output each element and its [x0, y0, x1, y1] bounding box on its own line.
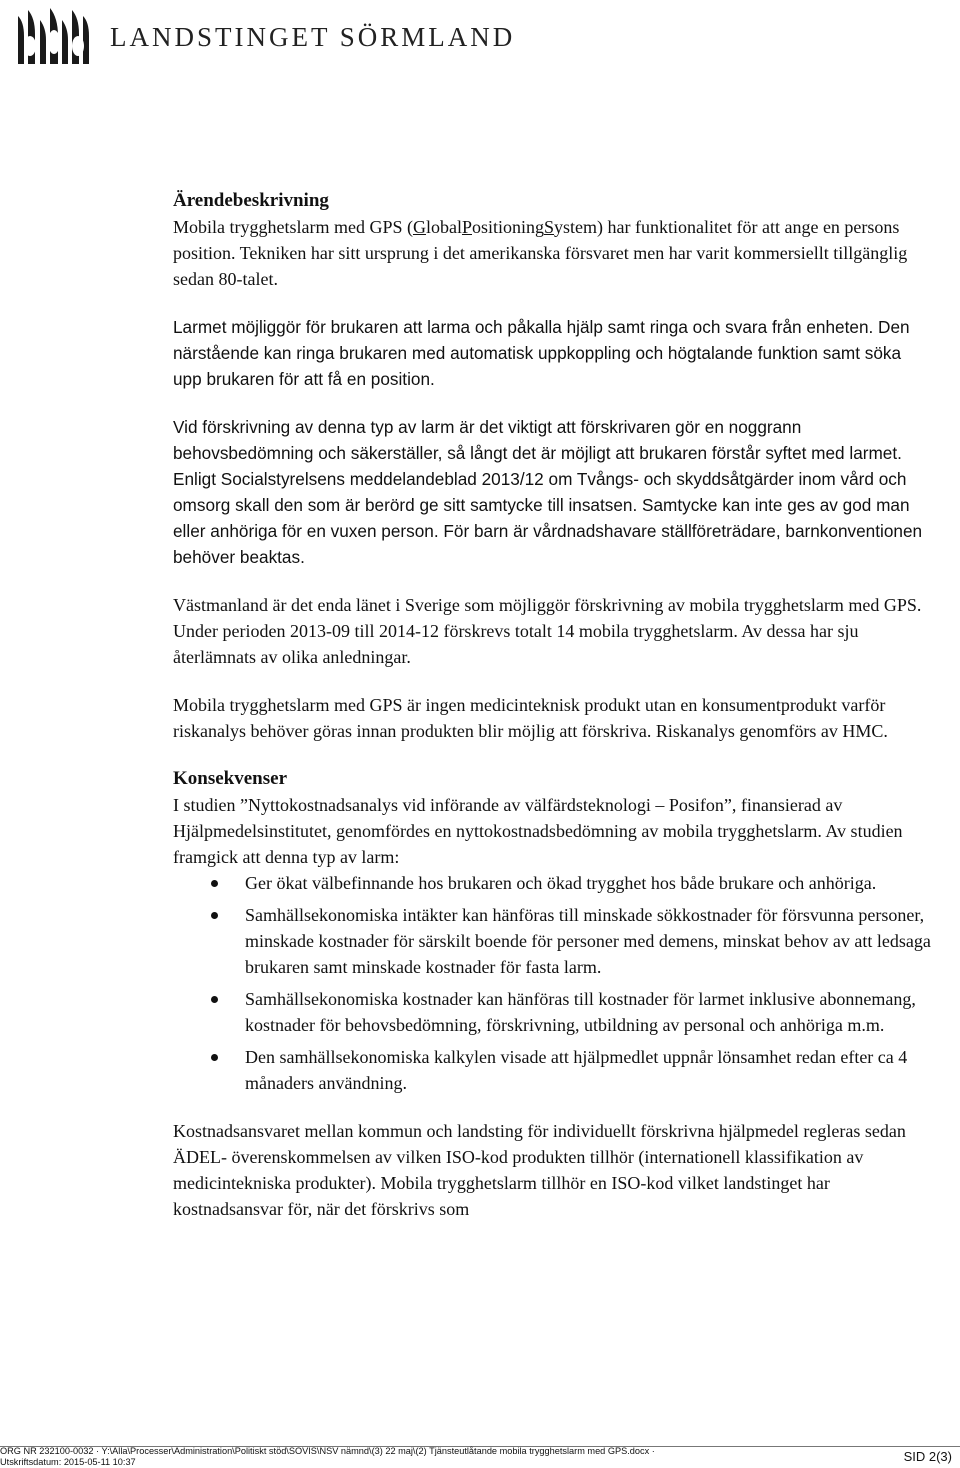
list-item: [173, 902, 933, 980]
document-body: [173, 188, 933, 1244]
paragraph-prescription: Vid förskrivning av denna typ av larm är det viktigt att förskrivaren gör en noggrann behovsbedömning och säkerställer, så långt det är möjligt att brukaren förstår syftet med larmet. Enligt Socialstyrelsens meddelandeblad 2013/12 om Tvångs- och skyddsåtgärder inom vård och omsorg skall den som är berörd ge sitt samtycke till insatsen. Samtycke kan inte ges av god man eller anhöriga för en vuxen person. För barn är vårdnadshavare ställföreträdare, barnkonventionen behöver beaktas.: [173, 417, 923, 567]
text-run: ystem) har funktionalitet för att ange en persons position. Tekniken har sitt ursprung i det amerikanska försvaret men har varit kommersiellt tillgänglig sedan 80-talet.: [173, 217, 908, 289]
list-item: [173, 870, 933, 896]
bullet-icon: [211, 1054, 218, 1061]
list-item-text: Samhällsekonomiska intäkter kan hänföras till minskade sökkostnader för försvunna personer, minskade kostnader för särskilt boende för personer med demens, minskat behov av att ledsaga brukaren samt minskade kostnader för fasta larm.: [245, 905, 931, 977]
text-run-underlined: P: [461, 217, 472, 237]
paragraph-risk-analysis: Mobila trygghetslarm med GPS är ingen medicinteknisk produkt utan en konsumentprodukt varför riskanalys behöver göras innan produkten blir möjlig att förskriva. Riskanalys genomförs av HMC.: [173, 695, 888, 741]
text-run-underlined: G: [412, 217, 426, 237]
crown-of-leaves-logo-icon: [14, 6, 94, 64]
text-run: Mobila trygghetslarm med GPS (: [173, 217, 413, 237]
paragraph-alarm-functions: Larmet möjliggör för brukaren att larma och påkalla hjälp samt ringa och svara från enheten. Den närstående kan ringa brukaren med automatisk uppkoppling och högtalande funktion samt söka upp brukaren för att få en position.: [173, 317, 910, 389]
section-heading-arendebeskrivning: Ärendebeskrivning: [173, 190, 329, 211]
document-header: [14, 6, 614, 64]
bullet-icon: [211, 912, 218, 919]
paragraph-gps-intro: [173, 214, 933, 292]
bullet-icon: [211, 996, 218, 1003]
page-number: SID 2(3): [903, 1449, 952, 1464]
section-heading-konsekvenser: Konsekvenser: [173, 768, 287, 789]
text-run: lobal: [425, 217, 462, 237]
list-item-text: Samhällsekonomiska kostnader kan hänföras till kostnader för larmet inklusive abonnemang, kostnader för behovsbedömning, förskrivning, utbildning av personal och anhöriga m.m.: [245, 989, 916, 1035]
footer-file-path: ORG NR 232100-0032 · Y:\Alla\Processer\Administration\Politiskt stöd\SOVIS\NSV nämnd\(3) 22 maj\(2) Tjänsteutlåtande mobila trygghetslarm med GPS.docx ·: [0, 1446, 655, 1456]
text-run: ositioning: [472, 217, 545, 237]
text-run-underlined: S: [544, 217, 555, 237]
list-item-text: Den samhällsekonomiska kalkylen visade att hjälpmedlet uppnår lönsamhet redan efter ca 4 månaders användning.: [245, 1047, 908, 1093]
consequence-list: [173, 870, 933, 1096]
brand-name: LANDSTINGET SÖRMLAND: [110, 22, 516, 52]
bullet-icon: [211, 880, 218, 887]
list-item: [173, 1044, 933, 1096]
paragraph-study-intro: I studien ”Nyttokostnadsanalys vid införande av välfärdsteknologi – Posifon”, finansierad av Hjälpmedelsinstitutet, genomfördes en nyttokostnadsbedömning av mobila trygghetslarm. Av studien framgick att denna typ av larm:: [173, 795, 903, 867]
list-item: [173, 986, 933, 1038]
list-item-text: Ger ökat välbefinnande hos brukaren och ökad trygghet hos både brukare och anhöriga.: [245, 873, 877, 893]
paragraph-vastmanland: Västmanland är det enda länet i Sverige som möjliggör förskrivning av mobila trygghetslarm med GPS. Under perioden 2013-09 till 2014-12 förskrevs totalt 14 mobila trygghetslarm. Av dessa har sju återlämnats av olika anledningar.: [173, 595, 922, 667]
paragraph-cost-responsibility: Kostnadsansvaret mellan kommun och landsting för individuellt förskrivna hjälpmedel regleras sedan ÄDEL- överenskommelsen av vilken ISO-kod produkten tillhör (internationell klassifikation av medicintekniska produkter). Mobila trygghetslarm tillhör en ISO-kod vilket landstinget har kostnadsansvar för, när det förskrivs som: [173, 1121, 906, 1219]
footer-print-date: Utskriftsdatum: 2015-05-11 10:37: [0, 1457, 136, 1467]
